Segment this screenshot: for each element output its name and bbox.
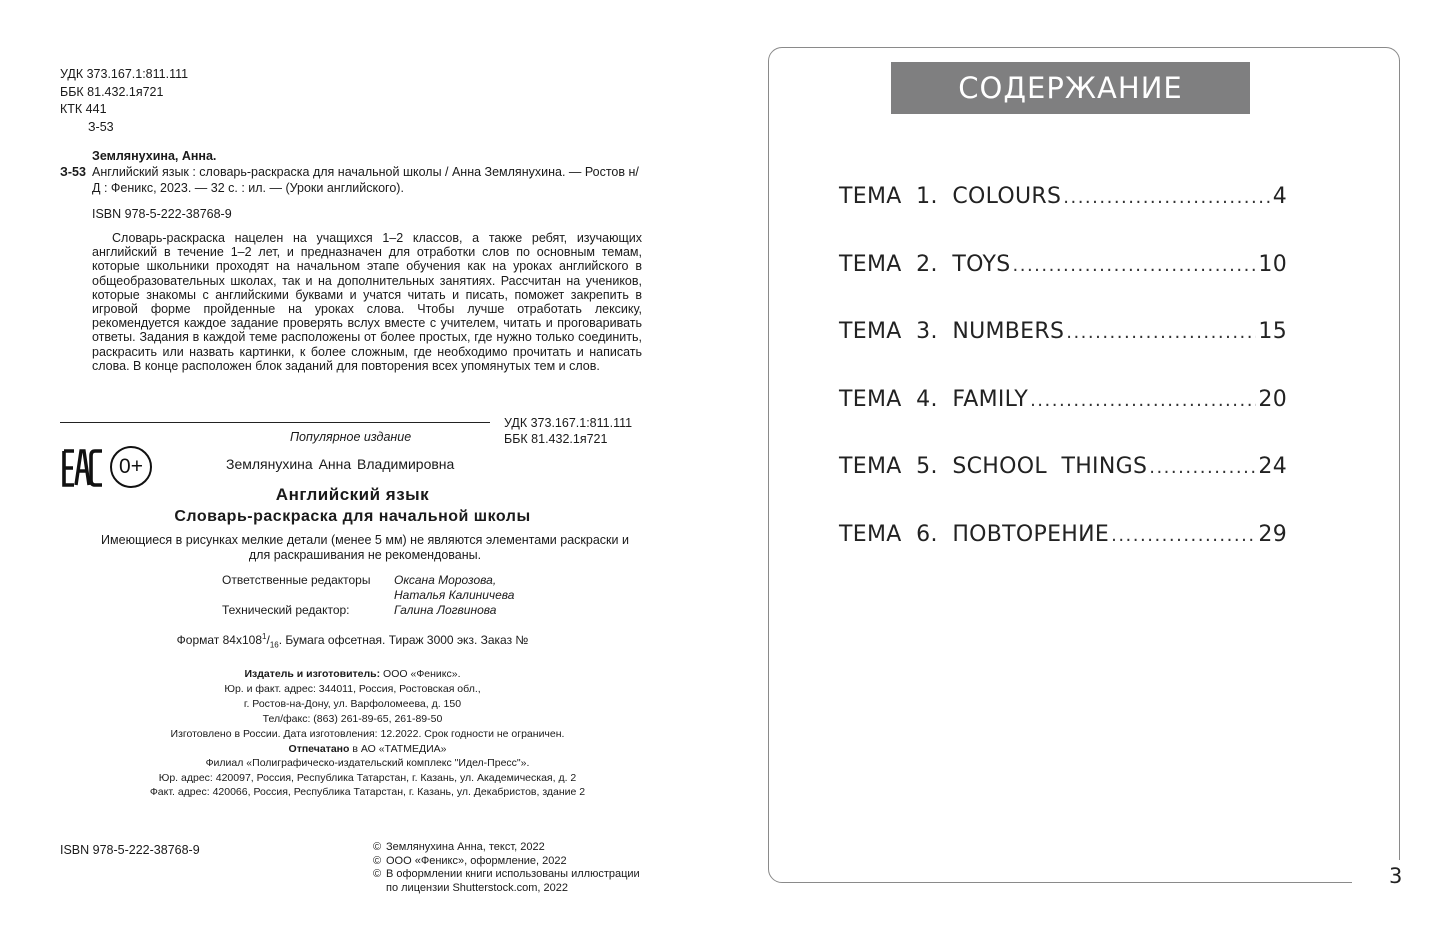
book-subtitle: Словарь-раскраска для начальной школы xyxy=(174,508,531,525)
technical-editor: Галина Логвинова xyxy=(394,603,497,617)
toc-item-page: 29 xyxy=(1258,522,1287,547)
toc-item-page: 4 xyxy=(1272,184,1287,209)
publisher-address-1: Юр. и факт. адрес: 344011, Россия, Ростовская обл., xyxy=(224,683,481,695)
toc-item-page: 15 xyxy=(1258,319,1287,344)
printer-branch: Филиал «Полиграфическо-издательский комплекс "Идел-Пресс"». xyxy=(205,757,530,769)
copyright-line: Землянухина Анна, текст, 2022 xyxy=(386,841,545,853)
publisher-name: ООО «Феникс». xyxy=(380,668,461,680)
bib-code: З-53 xyxy=(60,165,86,179)
toc-item[interactable] xyxy=(839,184,1287,209)
bib-description: Английский язык : словарь-раскраска для начальной школы / Анна Землянухина. — Ростов н/Д : Феникс, 2023. — 32 с. : ил. — (Уроки английского). xyxy=(92,165,639,195)
printer-info xyxy=(60,727,675,800)
udk-right xyxy=(504,415,632,447)
bbk-line: ББК 81.432.1я721 xyxy=(60,84,164,99)
toc-leader-dots xyxy=(1149,457,1256,478)
printed-label: Отпечатано xyxy=(288,742,350,755)
safety-warning: Имеющиеся в рисунках мелкие детали (менее 5 мм) не являются элементами раскраски и для раскрашивания не рекомендованы. xyxy=(101,533,629,562)
ktk-line: КТК 441 xyxy=(60,102,107,116)
toc-item-label: ТЕМА 6. ПОВТОРЕНИЕ xyxy=(839,522,1110,547)
format-sup: 1 xyxy=(262,632,267,641)
author-heading: Землянухина, Анна. xyxy=(92,149,217,163)
page-number: 3 xyxy=(1389,864,1403,888)
editors xyxy=(222,573,514,618)
publisher-address-2: г. Ростов-на-Дону, ул. Варфоломеева, д. 150 xyxy=(243,698,462,710)
toc-item-label: ТЕМА 2. TOYS xyxy=(839,252,1011,277)
copyright-block xyxy=(373,841,640,895)
author-mark: З-53 xyxy=(88,119,114,134)
annotation: Словарь-раскраска нацелен на учащихся 1–2 классов, а также ребят, изучающих английский в течение 1–2 лет, и предназначен для отработки слов по основным темам, которые школьники проходят на начальном этапе обучения как на уроках английского в общеобразовательных школах, так и на дополнительных занятиях. Рассчитан на учеников, которые знакомы с английскими буквами и учатся читать и писать, поможет закрепить в игровой форме пройденные на уроках слова. Чтобы лучше отработать лексику, рекомендуется каждое задание проверять вслух вместе с учителем, читать и проговаривать ответы. Задания в каждой теме расположены от более простых, где нужно только соединить, раскрасить или назвать картинки, к более сложным, где необходимо прочитать и написать слова. В конце расположен блок заданий для повторения всех упомянутых тем и слов. xyxy=(92,231,642,373)
book-title: Английский язык xyxy=(275,485,430,504)
copyright-line: по лицензии Shutterstock.com, 2022 xyxy=(386,881,569,894)
isbn-top: ISBN 978-5-222-38768-9 xyxy=(92,207,232,221)
toc-title: СОДЕРЖАНИЕ xyxy=(891,62,1250,114)
toc-item[interactable] xyxy=(839,454,1287,479)
format-line: Формат $84х108^1/_{16}$. Бумага офсетная. Тираж 3000 экз. Заказ № xyxy=(176,632,529,650)
manufacture-info: Изготовлено в России. Дата изготовления: 12.2022. Срок годности не ограничен. xyxy=(170,728,565,740)
printer-actual-address: Факт. адрес: 420066, Россия, Республика Татарстан, г. Казань, ул. Декабристов, здание 2 xyxy=(149,786,586,798)
isbn-bottom: ISBN 978-5-222-38768-9 xyxy=(60,843,200,857)
frame-right-line xyxy=(1399,60,1400,860)
toc-item-label: ТЕМА 4. FAMILY xyxy=(839,387,1029,412)
publisher-label: Издатель и изготовитель: xyxy=(244,668,381,680)
age-rating-badge: 0+ xyxy=(110,446,152,488)
toc-item-label: ТЕМА 1. COLOURS xyxy=(839,184,1062,209)
printer-legal-address: Юр. адрес: 420097, Россия, Республика Татарстан, г. Казань, ул. Академическая, д. 2 xyxy=(158,771,577,784)
toc-item-label: ТЕМА 5. SCHOOL THINGS xyxy=(839,454,1148,479)
publisher-phone: Тел/факс: (863) 261-89-65, 261-89-50 xyxy=(262,713,443,725)
responsible-editors-label: Ответственные редакторы xyxy=(222,573,371,587)
copyright-symbol: © xyxy=(373,868,382,880)
responsible-editor-2: Наталья Калиничева xyxy=(394,588,515,602)
format-prefix: Формат 84х108 xyxy=(176,633,263,647)
udk-line: УДК 373.167.1:811.111 xyxy=(60,67,189,81)
popular-edition: Популярное издание xyxy=(290,430,412,444)
toc-leader-dots xyxy=(1063,187,1270,208)
bbk-right-line: ББК 81.432.1я721 xyxy=(504,432,608,446)
toc-item-page: 20 xyxy=(1258,387,1287,412)
publisher-info xyxy=(60,667,645,727)
udk-right-line: УДК 373.167.1:811.111 xyxy=(504,416,633,430)
toc-leader-dots xyxy=(1013,255,1257,276)
copyright-symbol: © xyxy=(373,841,382,853)
copyright-symbol: © xyxy=(373,854,382,867)
toc-item-page: 10 xyxy=(1258,252,1287,277)
divider xyxy=(60,422,490,423)
toc-item[interactable] xyxy=(839,522,1287,547)
toc-leader-dots xyxy=(1111,525,1256,546)
copyright-line: ООО «Феникс», оформление, 2022 xyxy=(386,854,567,867)
technical-editor-label: Технический редактор: xyxy=(222,603,350,617)
format-suffix: . Бумага офсетная. Тираж 3000 экз. Заказ № xyxy=(278,633,529,647)
responsible-editor-1: Оксана Морозова, xyxy=(394,573,497,587)
printed-at: в АО «ТАТМЕДИА» xyxy=(349,742,447,755)
format-sub: 16 xyxy=(269,640,279,650)
toc-item[interactable] xyxy=(839,387,1287,412)
toc-item[interactable] xyxy=(839,252,1287,277)
toc-item-label: ТЕМА 3. NUMBERS xyxy=(839,319,1065,344)
eac-logo-icon xyxy=(62,447,104,489)
toc-item-page: 24 xyxy=(1258,454,1287,479)
toc-leader-dots xyxy=(1030,390,1256,411)
author-full-name: Землянухина Анна Владимировна xyxy=(226,456,455,472)
copyright-line: В оформлении книги использованы иллюстрации xyxy=(386,868,640,880)
udk-block xyxy=(60,66,188,136)
toc-item[interactable] xyxy=(839,319,1287,344)
toc-leader-dots xyxy=(1066,322,1256,343)
